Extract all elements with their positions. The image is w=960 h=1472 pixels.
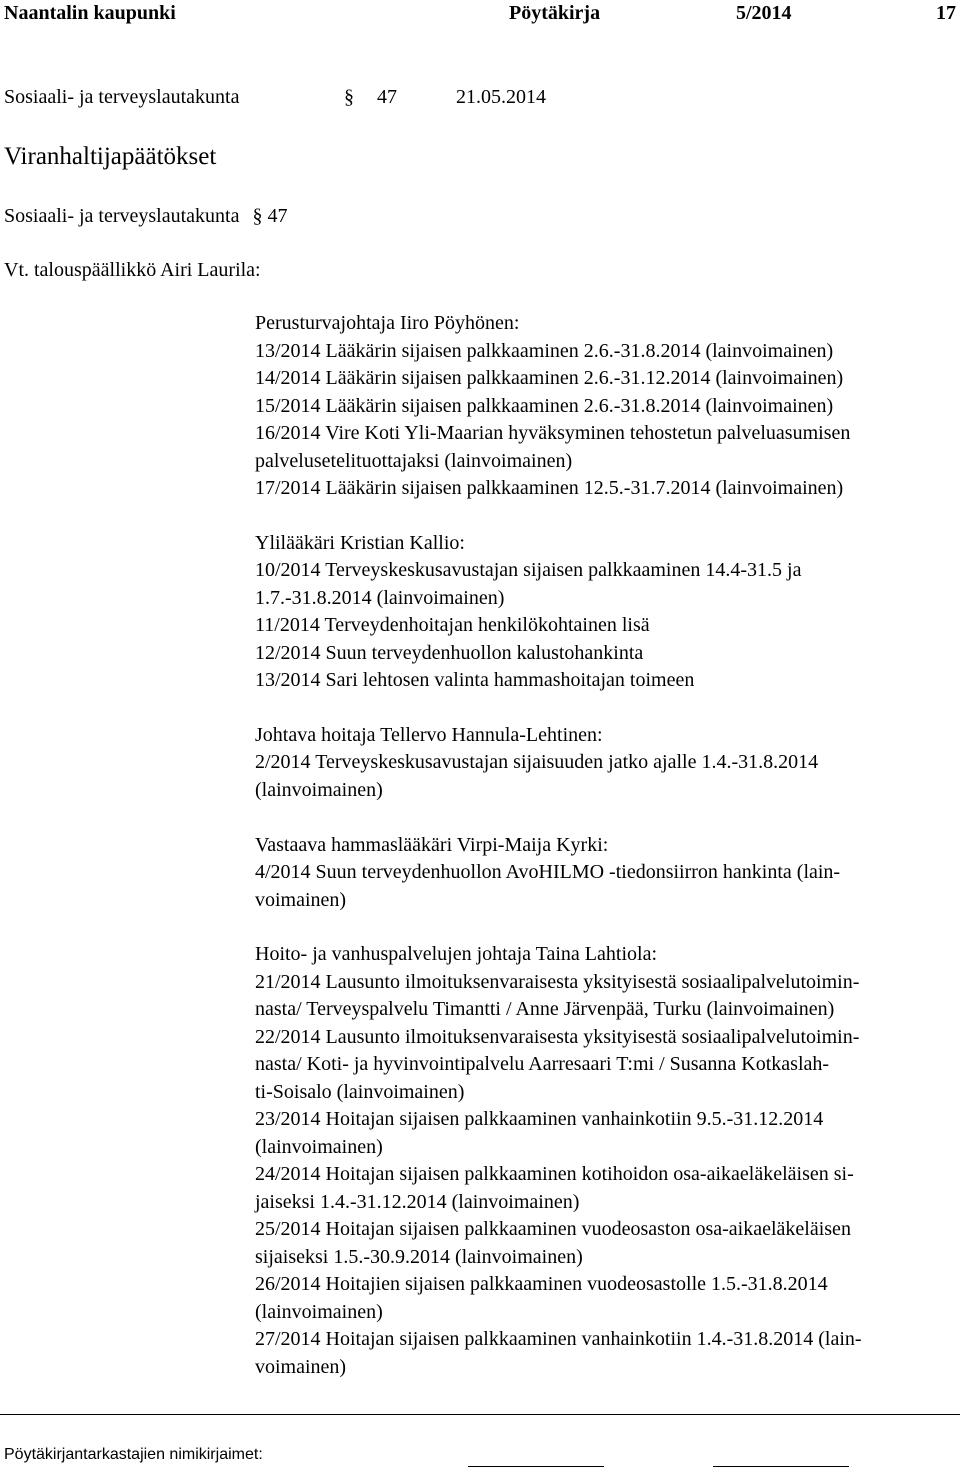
list-item: (lainvoimainen) [255, 1301, 383, 1323]
signature-line [713, 1466, 849, 1467]
list-item: 17/2014 Lääkärin sijaisen palkkaaminen 12.5.-31.7.2014 (lainvoimainen) [255, 477, 844, 499]
list-item: 12/2014 Suun terveydenhuollon kalustohankinta [255, 642, 644, 664]
list-item: 4/2014 Suun terveydenhuollon AvoHILMO -tiedonsiirron hankinta (lain- [255, 861, 841, 883]
list-item: (lainvoimainen) [255, 1136, 383, 1158]
signatures-label: Pöytäkirjantarkastajien nimikirjaimet: [4, 1446, 263, 1463]
list-item: 26/2014 Hoitajien sijaisen palkkaaminen vuodeosastolle 1.5.-31.8.2014 [255, 1273, 828, 1295]
meeting-number: 5/2014 [736, 2, 792, 24]
committee-name: Sosiaali- ja terveyslautakunta [4, 86, 240, 108]
footer-divider [0, 1414, 960, 1415]
decision-maker: Vt. talouspäällikkö Airi Laurila: [4, 259, 261, 281]
committee-line [4, 86, 704, 112]
list-item: 22/2014 Lausunto ilmoituksenvaraisesta yksityisestä sosiaalipalvelutoimin- [255, 1026, 860, 1048]
section-sign: § [252, 205, 263, 227]
list-item: 21/2014 Lausunto ilmoituksenvaraisesta yksityisestä sosiaalipalvelutoimin- [255, 971, 860, 993]
list-item: Hoito- ja vanhuspalvelujen johtaja Taina Lahtiola: [255, 943, 658, 965]
list-item: 13/2014 Lääkärin sijaisen palkkaaminen 2.6.-31.8.2014 (lainvoimainen) [255, 340, 834, 362]
document-type: Pöytäkirja [509, 2, 601, 24]
list-item: Johtava hoitaja Tellervo Hannula-Lehtinen: [255, 724, 603, 746]
organization-name: Naantalin kaupunki [4, 2, 176, 24]
page-header [0, 0, 960, 30]
list-item: 11/2014 Terveydenhoitajan henkilökohtainen lisä [255, 614, 650, 636]
list-item: palvelusetelituottajaksi (lainvoimainen) [255, 450, 573, 472]
list-item: sijaiseksi 1.5.-30.9.2014 (lainvoimainen) [255, 1246, 583, 1268]
section-number: 47 [377, 86, 397, 108]
list-item: Ylilääkäri Kristian Kallio: [255, 532, 465, 554]
list-item: 13/2014 Sari lehtosen valinta hammashoitajan toimeen [255, 669, 695, 691]
signature-line [468, 1466, 604, 1467]
list-item: Vastaava hammaslääkäri Virpi-Maija Kyrki: [255, 834, 609, 856]
section-reference [4, 205, 287, 228]
list-item: 16/2014 Vire Koti Yli-Maarian hyväksyminen tehostetun palveluasumisen [255, 422, 851, 444]
list-item: 25/2014 Hoitajan sijaisen palkkaaminen vuodeosaston osa-aikaeläkeläisen [255, 1218, 851, 1240]
list-item: 27/2014 Hoitajan sijaisen palkkaaminen vanhainkotiin 1.4.-31.8.2014 (lain- [255, 1328, 862, 1350]
list-item: Perusturvajohtaja Iiro Pöyhönen: [255, 312, 520, 334]
list-item: 14/2014 Lääkärin sijaisen palkkaaminen 2.6.-31.12.2014 (lainvoimainen) [255, 367, 844, 389]
list-item: (lainvoimainen) [255, 779, 383, 801]
list-item: voimainen) [255, 1356, 347, 1378]
list-item: nasta/ Koti- ja hyvinvointipalvelu Aarresaari T:mi / Susanna Kotkaslah- [255, 1053, 830, 1075]
list-item: jaiseksi 1.4.-31.12.2014 (lainvoimainen) [255, 1191, 580, 1213]
list-item: 15/2014 Lääkärin sijaisen palkkaaminen 2.6.-31.8.2014 (lainvoimainen) [255, 395, 834, 417]
list-item: voimainen) [255, 889, 347, 911]
section-number: 47 [267, 205, 288, 227]
committee-name: Sosiaali- ja terveyslautakunta [4, 205, 240, 227]
list-item: ti-Soisalo (lainvoimainen) [255, 1081, 465, 1103]
section-sign: § [344, 86, 354, 108]
meeting-date: 21.05.2014 [456, 86, 546, 108]
list-item: 24/2014 Hoitajan sijaisen palkkaaminen kotihoidon osa-aikaeläkeläisen si- [255, 1163, 854, 1185]
section-title: Viranhaltijapäätökset [4, 143, 217, 170]
list-item: 10/2014 Terveyskeskusavustajan sijaisen palkkaaminen 14.4-31.5 ja [255, 559, 802, 581]
list-item: nasta/ Terveyspalvelu Timantti / Anne Järvenpää, Turku (lainvoimainen) [255, 998, 835, 1020]
list-item: 23/2014 Hoitajan sijaisen palkkaaminen vanhainkotiin 9.5.-31.12.2014 [255, 1108, 824, 1130]
list-item: 2/2014 Terveyskeskusavustajan sijaisuuden jatko ajalle 1.4.-31.8.2014 [255, 751, 819, 773]
list-item: 1.7.-31.8.2014 (lainvoimainen) [255, 587, 505, 609]
page-number: 17 [936, 2, 956, 24]
